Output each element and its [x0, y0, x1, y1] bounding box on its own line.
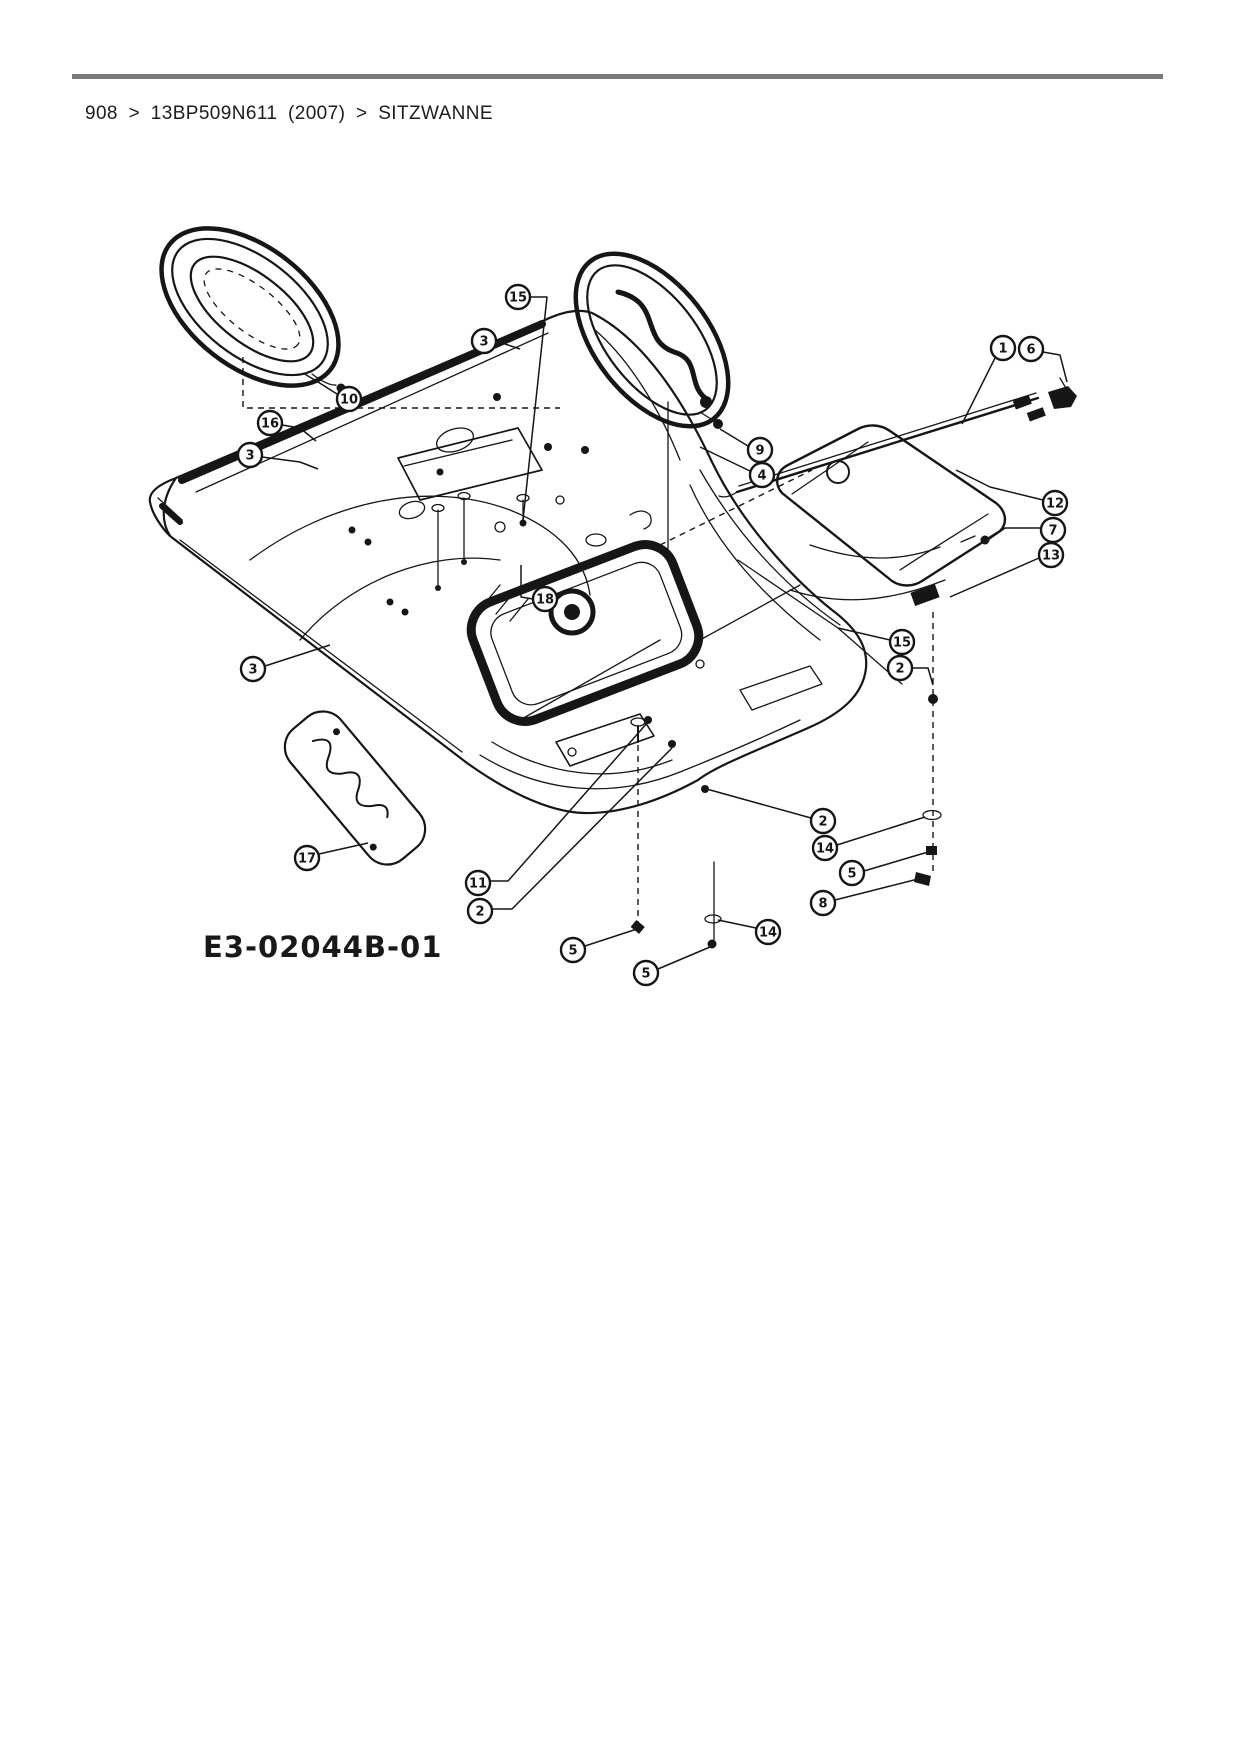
svg-text:5: 5 — [568, 943, 578, 959]
callout-1 — [962, 336, 1015, 424]
breadcrumb: 908 > 13BP509N611 (2007) > SITZWANNE — [85, 103, 493, 124]
svg-text:7: 7 — [1048, 523, 1058, 539]
svg-text:14: 14 — [815, 841, 835, 857]
callout-5 — [561, 929, 637, 962]
svg-text:5: 5 — [847, 866, 857, 882]
svg-text:3: 3 — [245, 448, 255, 464]
svg-text:11: 11 — [468, 876, 488, 892]
part-flap-panel — [777, 425, 1005, 606]
callout-14 — [718, 920, 780, 944]
svg-text:12: 12 — [1045, 496, 1065, 512]
svg-text:9: 9 — [755, 443, 765, 459]
svg-text:6: 6 — [1026, 342, 1036, 358]
part-ring-left — [133, 197, 368, 417]
svg-text:16: 16 — [260, 416, 280, 432]
callout-15 — [838, 628, 914, 654]
callout-6 — [1019, 337, 1067, 382]
callout-17 — [295, 843, 368, 870]
svg-text:3: 3 — [248, 662, 258, 678]
svg-text:5: 5 — [641, 966, 651, 982]
callout-12 — [956, 470, 1067, 515]
svg-text:17: 17 — [297, 851, 317, 867]
svg-text:8: 8 — [818, 896, 828, 912]
callout-9 — [720, 429, 772, 462]
callout-2 — [703, 788, 835, 833]
part-seat-opening — [463, 536, 708, 730]
callout-8 — [811, 879, 918, 915]
svg-text:2: 2 — [475, 904, 485, 920]
callout-3 — [238, 443, 318, 469]
callout-3 — [241, 645, 330, 681]
callout-layer — [238, 285, 1067, 985]
part-ring-right — [546, 226, 759, 559]
svg-text:3: 3 — [479, 334, 489, 350]
svg-text:2: 2 — [818, 814, 828, 830]
svg-text:18: 18 — [535, 592, 555, 608]
figure-code-label: E3-02044B-01 — [203, 930, 443, 964]
svg-text:15: 15 — [508, 290, 528, 306]
callout-2 — [888, 656, 933, 685]
svg-text:13: 13 — [1041, 548, 1061, 564]
svg-text:4: 4 — [757, 468, 767, 484]
callout-10 — [303, 373, 361, 411]
svg-text:1: 1 — [998, 341, 1008, 357]
svg-text:10: 10 — [339, 392, 359, 408]
svg-text:15: 15 — [892, 635, 912, 651]
callout-2 — [468, 748, 672, 923]
part-seat-pan-body — [150, 311, 866, 813]
svg-text:14: 14 — [758, 925, 778, 941]
callout-5 — [634, 947, 710, 985]
svg-text:2: 2 — [895, 661, 905, 677]
